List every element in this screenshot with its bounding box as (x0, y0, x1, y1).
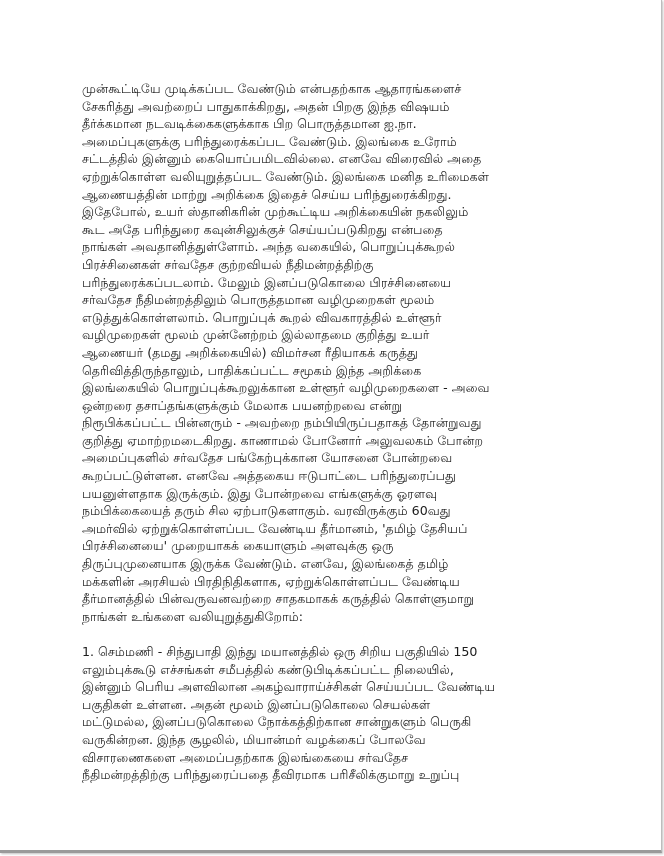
text-line: பிரச்சினைகள் சர்வதேச குற்றவியல் நீதிமன்றத்திற்கு (82, 256, 374, 272)
text-line: இலங்கையில் பொறுப்புக்கூறலுக்கான உள்ளூர் வழிமுறைகளை - அவை (82, 380, 490, 396)
text-line: தீர்க்கமான நடவடிக்கைகளுக்காக பிற பொருத்தமான ஐ.நா. (82, 116, 417, 132)
text-line: வருகின்றன. இந்த சூழலில், மியான்மர் வழக்கைப் போலவே (82, 731, 426, 747)
body-text (82, 80, 572, 784)
text-line: மட்டுமல்ல, இனப்படுகொலை நோக்கத்திற்கான சான்றுகளும் பெருகி (82, 714, 472, 730)
paragraph-gap (82, 625, 572, 643)
text-line: கூட அதே பரிந்துரை கவுன்சிலுக்குச் செய்யப்படுகிறது என்பதை (82, 221, 443, 237)
text-line: ஏற்றுக்கொள்ள வலியுறுத்தப்பட வேண்டும். இலங்கை மனித உரிமைகள் (82, 168, 489, 184)
text-line: சர்வதேச நீதிமன்றத்திலும் பொருத்தமான வழிமுறைகள் மூலம் (82, 292, 435, 308)
text-line: வழிமுறைகள் மூலம் முன்னேற்றம் இல்லாதமை குறித்து உயர் (82, 327, 430, 343)
text-line: அமைப்புகளில் சர்வதேச பங்கேற்புக்கான யோசனை போன்றவை (82, 450, 453, 466)
text-line: இதேபோல், உயர் ஸ்தானிகரின் முற்கூட்டிய அறிக்கையின் நகலிலும் (82, 204, 469, 220)
text-line: கூறப்பட்டுள்ளன. எனவே அத்தகைய ஈடுபாட்டை பரிந்துரைப்பது (82, 468, 456, 484)
text-line: எடுத்துக்கொள்ளலாம். பொறுப்புக் கூறல் விவகாரத்தில் உள்ளூர் (82, 309, 442, 325)
text-line: எலும்புக்கூடு எச்சங்கள் சமீபத்தில் கண்டுபிடிக்கப்பட்ட நிலையில், (82, 661, 454, 677)
text-line: சட்டத்தில் இன்னும் கையொப்பமிடவில்லை. எனவே விரைவில் அதை (82, 151, 482, 167)
paragraph-2 (82, 643, 572, 784)
text-line: விசாரணைகளை அமைப்பதற்காக இலங்கையை சர்வதேச (82, 749, 409, 765)
text-line: பயனுள்ளதாக இருக்கும். இது போன்றவை எங்களுக்கு ஓரளவு (82, 485, 438, 501)
text-line: தீர்மானத்தில் பின்வருவனவற்றை சாதகமாகக் கருத்தில் கொள்ளுமாறு (82, 591, 475, 607)
text-line: குறித்து ஏமாற்றமடைகிறது. காணாமல் போனோர் அலுவலகம் போன்ற (82, 432, 484, 448)
text-line: அமர்வில் ஏற்றுக்கொள்ளப்பட வேண்டிய தீர்மானம், 'தமிழ் தேசியப் (82, 520, 468, 536)
text-line: முன்கூட்டியே முடிக்கப்பட வேண்டும் என்பதற்காக ஆதாரங்களைச் (82, 81, 462, 96)
text-line: மக்களின் அரசியல் பிரதிநிதிகளாக, ஏற்றுக்கொள்ளப்பட வேண்டிய (82, 573, 460, 589)
text-line: நாங்கள் அவதானித்துள்ளோம். அந்த வகையில், பொறுப்புக்கூறல் (82, 239, 455, 255)
text-line: நம்பிக்கையைத் தரும் சில ஏற்பாடுகளாகும். வரவிருக்கும் 60வது (82, 503, 451, 519)
text-line: ஆணையர் (தமது அறிக்கையில்) விமர்சன ரீதியாகக் கருத்து (82, 344, 418, 360)
text-line: பரிந்துரைக்கப்படலாம். மேலும் இனப்படுகொலை பிரச்சினையை (82, 274, 452, 290)
paragraph-1 (82, 80, 572, 625)
text-line: ஆணையத்தின் மாற்று அறிக்கை இதைச் செய்ய பரிந்துரைக்கிறது. (82, 186, 452, 202)
text-line: ஒன்றரை தசாப்தங்களுக்கும் மேலாக பயனற்றவை என்று (82, 397, 402, 413)
text-line: அமைப்புகளுக்கு பரிந்துரைக்கப்பட வேண்டும். இலங்கை உரோம் (82, 133, 457, 149)
text-line: நிரூபிக்கப்பட்ட பின்னரும் - அவற்றை நம்பியிருப்பதாகத் தோன்றுவது (82, 415, 482, 431)
text-line: 1. செம்மணி - சிந்துபாதி இந்து மயானத்தில் ஒரு சிறிய பகுதியில் 150 (82, 644, 478, 659)
text-line: நாங்கள் உங்களை வலியுறுத்துகிறோம்: (82, 608, 304, 624)
text-line: திருப்புமுனையாக இருக்க வேண்டும். எனவே, இலங்கைத் தமிழ் (82, 556, 449, 572)
text-line: பகுதிகள் உள்ளன. அதன் மூலம் இனப்படுகொலை செயல்கள் (82, 696, 431, 712)
text-line: தெரிவித்திருந்தாலும், பாதிக்கப்பட்ட சமூகம் இந்த அறிக்கை (82, 362, 422, 378)
text-line: இன்னும் பெரிய அளவிலான அகழ்வாராய்ச்சிகள் செய்யப்பட வேண்டிய (82, 679, 496, 695)
text-line: சேகரித்து அவற்றைப் பாதுகாக்கிறது, அதன் பிறகு இந்த விஷயம் (82, 98, 450, 114)
text-line: பிரச்சினையை' முறையாகக் கையாளும் அளவுக்கு ஒரு (82, 538, 394, 554)
text-line: நீதிமன்றத்திற்கு பரிந்துரைப்பதை தீவிரமாக பரிசீலிக்குமாறு உறுப்பு (82, 767, 460, 783)
